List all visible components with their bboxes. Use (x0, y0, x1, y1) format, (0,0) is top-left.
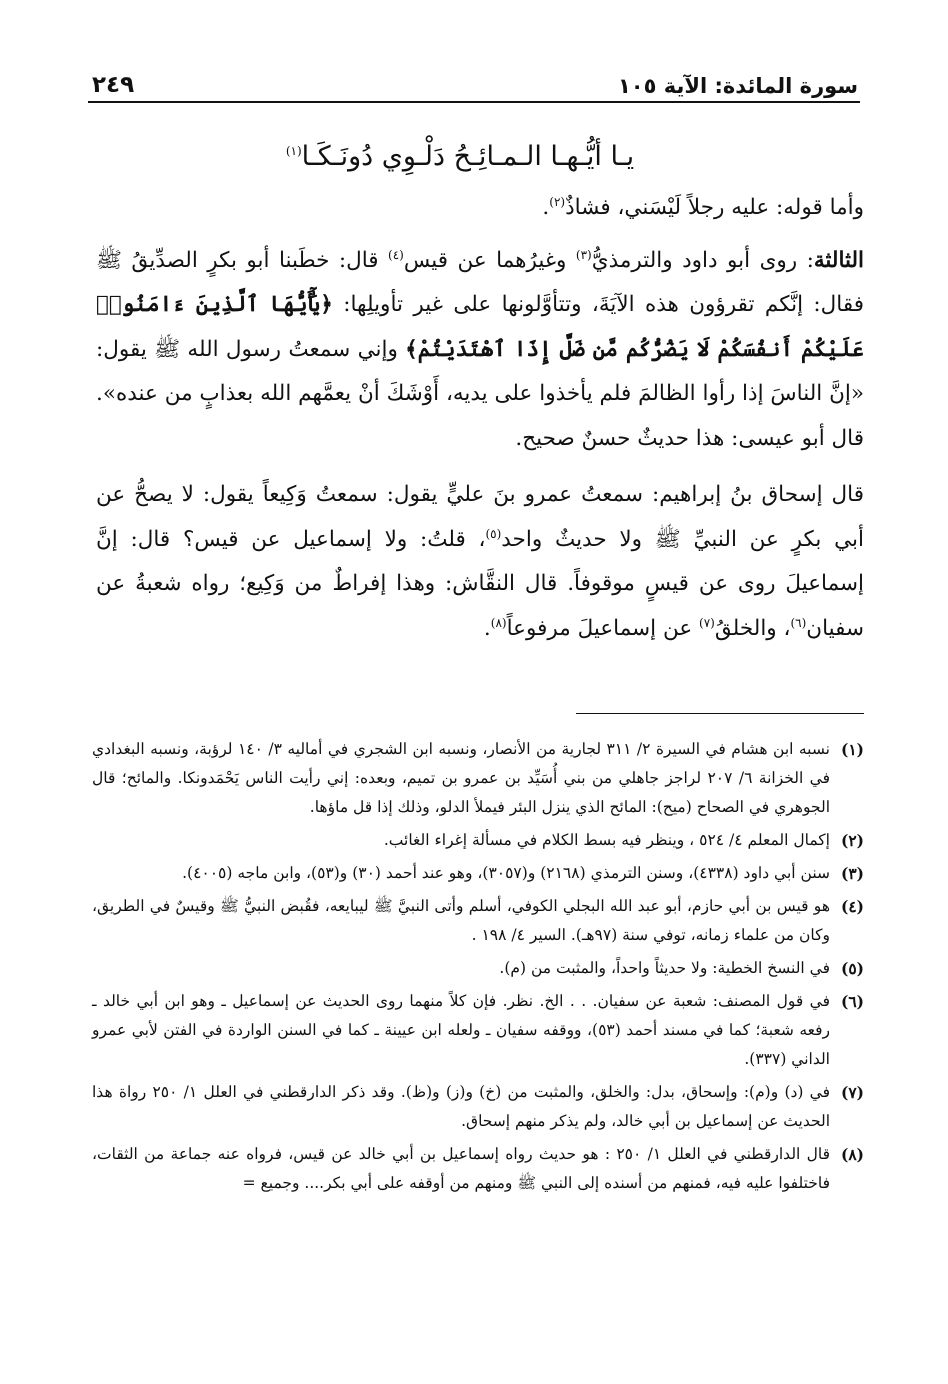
footnote-ref: (٧) (699, 615, 715, 630)
footnote-number: (٦) (840, 992, 864, 1011)
footnote-number: (٢) (840, 831, 864, 850)
footnote-number: (٧) (840, 1083, 864, 1102)
chapter-title: سورة المائدة: الآية ١٠٥ (617, 74, 858, 98)
paragraph-text: قال إسحاق بنُ إبراهيم: سمعتُ عمرو بنَ عليٍّ يقول: سمعتُ وَكِيعاً يقول: لا يصحُّ عن أبي بكرٍ عن النبيِّ ﷺ ولا حديثٌ واحد (96, 482, 864, 552)
footnote (92, 954, 864, 983)
footnote-number: (١) (840, 740, 864, 759)
footnote (92, 1140, 864, 1198)
paragraph-text: وغيرُهما عن قيس (403, 247, 576, 273)
footnote-text: نسبه ابن هشام في السيرة ٢/ ٣١١ لجارية من الأنصار، ونسبه ابن الشجري في أماليه ٣/ ١٤٠ لرؤبة، ونسبه البغدادي في الخزانة ٦/ ٢٠٧ لراجز جاهلي من بني أُسَيِّد بن عمرو بن تميم، وبعده: إني رأيت الناس يَحْمَدونكا. والمائح؛ قال الجوهري في الصحاح (ميح): المائح الذي ينزل البئر فيملأ الدلو، وذلك إذا قل ماؤها. (92, 740, 831, 816)
paragraph-text: . (483, 615, 491, 641)
footnote-text: في النسخ الخطية: ولا حديثاً واحداً، والمثبت من (م). (499, 959, 830, 977)
paragraph-text: : روى أبو داود والترمذيُّ (591, 247, 814, 273)
footnote-ref: (٥) (485, 526, 502, 541)
paragraph-text: قال: خطَبنا أبو بكرٍ الصدِّيقُ ﷺ فقال: إنَّكم تقرؤون هذه الآيَةَ، وتتأوَّلونها على غير تأويلِها: (96, 247, 864, 317)
running-header (92, 66, 858, 98)
quran-verse: ﴿يَٰٓأَيُّهَا ٱلَّذِينَ ءَامَنُوا۟ عَلَيْكُمْ أَنفُسَكُمْ لَا يَضُرُّكُم مَّن ضَلَّ إِذَا ٱهْتَدَيْتُمْ﴾ (96, 292, 864, 362)
paragraph-3 (96, 473, 864, 651)
footnote (92, 892, 864, 950)
footnote-text: قال الدارقطني في العلل ١/ ٢٥٠ : هو حديث رواه إسماعيل بن أبي خالد عن قيس، فرواه عنه جماعة من الثقات، فاختلفوا عليه فيه، فمنهم من أسنده إلى النبي ﷺ ومنهم من أوقفه على أبي بكر.... وجميع = (92, 1145, 831, 1192)
footnote-number: (٥) (840, 959, 864, 978)
paragraph-text: وإني سمعتُ رسول الله ﷺ يقول: «إنَّ الناسَ إذا رأوا الظالمَ فلم يأخذوا على يديه، أَوْشَكَ أنْ يعمَّهم الله بعذابٍ من عنده». قال أبو عيسى: هذا حديثٌ حسنٌ صحيح. (96, 336, 864, 451)
footnote (92, 987, 864, 1074)
paragraph-text: ، قلتُ: ولا إسماعيل عن قيس؟ قال: إنَّ إسماعيلَ روى عن قيسٍ موقوفاً. قال النقَّاش: وهذا إفراطٌ من وَكِيع؛ رواه شعبةُ عن سفيان (96, 526, 864, 641)
section-label: الثالثة (813, 247, 865, 273)
footnote-ref: (٨) (490, 615, 507, 630)
page-number: ٢٤٩ (92, 72, 135, 98)
footnote-ref: (١) (285, 144, 302, 158)
footnote-number: (٣) (840, 864, 864, 883)
footnote-text: هو قيس بن أبي حازم، أبو عبد الله البجلي الكوفي، أسلم وأتى النبيَّ ﷺ ليبايعه، فقُبض النبيُّ ﷺ وقيسٌ في الطريق، وكان من علماء زمانه، توفي سنة (٩٧هـ). السير ٤/ ١٩٨ . (92, 897, 830, 944)
paragraph-text: وأما قوله: عليه رجلاً لَيْسَني، فشاذٌ (565, 195, 864, 220)
footnote (92, 826, 864, 855)
footnote-number: (٨) (840, 1145, 864, 1164)
footnote-separator (576, 713, 864, 714)
header-rule (88, 101, 860, 103)
footnote (92, 1078, 864, 1136)
footnote-ref: (٣) (575, 247, 592, 262)
main-text (96, 130, 864, 651)
footnote-ref: (٢) (549, 194, 566, 209)
footnote-ref: (٤) (388, 247, 404, 262)
footnote (92, 735, 864, 822)
footnote (92, 859, 864, 888)
paragraph-2 (96, 239, 864, 462)
footnote-text: في قول المصنف: شعبة عن سفيان. . . الخ. نظر. فإن كلاً منهما روى الحديث عن إسماعيل ـ وهو ابن أبي خالد ـ رفعه شعبة؛ كما في مسند أحمد (٥٣)، ووقفه سفيان ـ ولعله ابن عيينة ـ كما في السنن الواردة في الفتن لأبي عمرو الداني (٣٣٧). (92, 992, 830, 1068)
paragraph-text: ، والخلقُ (714, 615, 791, 641)
footnote-text: في (د) و(م): وإسحاق، بدل: والخلق، والمثبت من (خ) و(ز) و(ظ). وقد ذكر الدارقطني في العلل ١/ ٢٥٠ رواة هذا الحديث عن إسماعيل بن أبي خالد، ولم يذكر منهم إسحاق. (92, 1083, 830, 1130)
footnote-number: (٤) (840, 897, 864, 916)
paragraph-1 (96, 186, 864, 231)
paragraph-text: . (542, 195, 550, 220)
footnotes (92, 735, 864, 1202)
verse-text: يـا أيُّـهـا الـمـائِـحُ دَلْـوِي دُونَـكَـا (301, 141, 635, 172)
poetry-verse (96, 130, 864, 184)
footnote-text: إكمال المعلم ٤/ ٥٢٤ ، وينظر فيه بسط الكلام في مسألة إغراء الغائب. (383, 831, 830, 849)
footnote-ref: (٦) (790, 615, 807, 630)
footnote-text: سنن أبي داود (٤٣٣٨)، وسنن الترمذي (٢١٦٨) و(٣٠٥٧)، وهو عند أحمد (٣٠) و(٥٣)، وابن ماجه (٤٠٠٥). (182, 864, 830, 882)
paragraph-text: عن إسماعيلَ مرفوعاً (506, 615, 700, 641)
